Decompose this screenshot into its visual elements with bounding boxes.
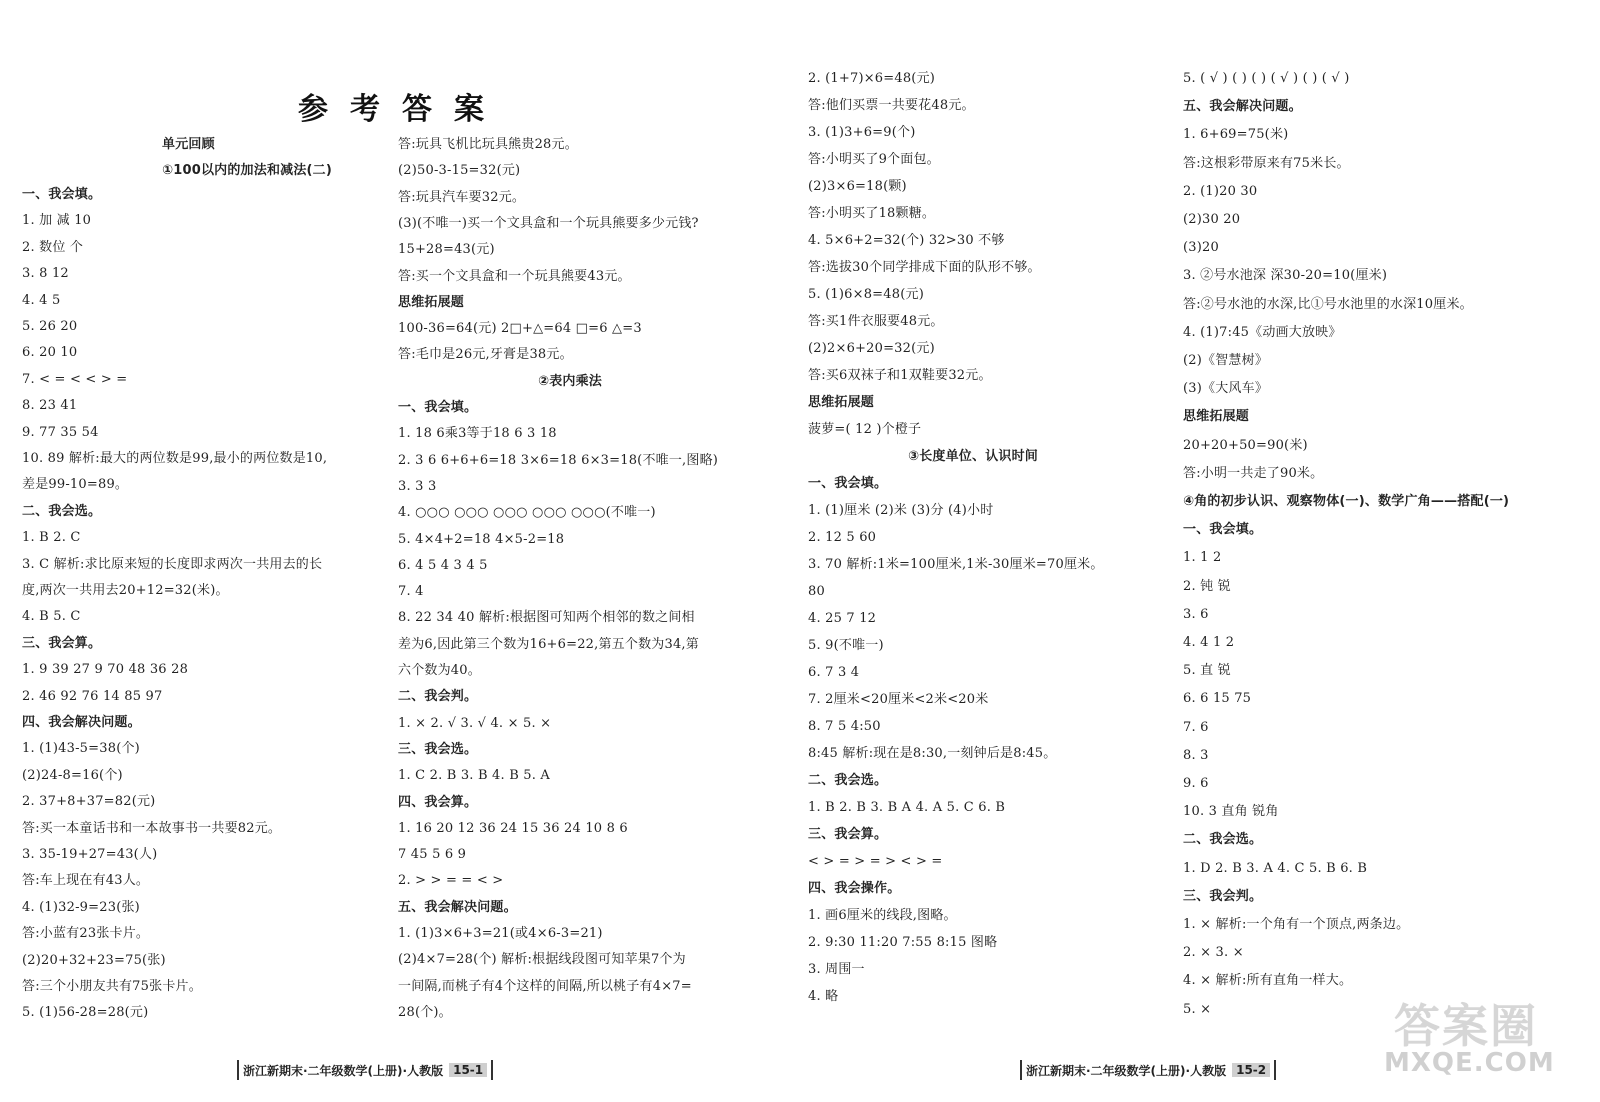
answer-line: 2. 46 92 76 14 85 97	[22, 689, 163, 704]
answer-line: 1. 1 2	[1183, 550, 1222, 565]
answer-line: 3. 35-19+27=43(人)	[22, 847, 158, 862]
answer-line: 答:小蓝有23张卡片。	[22, 926, 150, 941]
answer-line: 答:买6双袜子和1双鞋要32元。	[808, 368, 992, 383]
subsection-heading: 四、我会算。	[398, 795, 478, 810]
answer-line: 8:45 解析:现在是8:30,一刻钟后是8:45。	[808, 746, 1057, 761]
answer-line: 10. 89 解析:最大的两位数是99,最小的两位数是10,	[22, 451, 328, 466]
answer-line: 2. 12 5 60	[808, 530, 877, 545]
answer-line: 2. 3 6 6+6+6=18 3×6=18 6×3=18(不唯一,图略)	[398, 453, 719, 468]
answer-line: 1. 加 减 10	[22, 213, 92, 228]
answer-line: 4. 4 5	[22, 293, 61, 308]
answer-line: (2)3×6=18(颗)	[808, 179, 907, 194]
answer-line: (3)《大风车》	[1183, 381, 1269, 396]
answer-line: 答:选拔30个同学排成下面的队形不够。	[808, 260, 1041, 275]
answer-line: 答:小明买了18颗糖。	[808, 206, 936, 221]
answer-line: 4. 25 7 12	[808, 611, 877, 626]
answer-line: 8. 22 34 40 解析:根据图可知两个相邻的数之间相	[398, 610, 695, 625]
answer-line: 1. × 2. √ 3. √ 4. × 5. ×	[398, 716, 552, 731]
answer-line: 5. (1)56-28=28(元)	[22, 1005, 149, 1020]
answer-line: 1. × 解析:一个角有一个顶点,两条边。	[1183, 917, 1410, 932]
answer-line: 菠萝=( 12 )个橙子	[808, 422, 922, 437]
answer-line: 5. ( √ ) ( ) ( ) ( √ ) ( ) ( √ )	[1183, 71, 1350, 86]
answer-line: 6. 4 5 4 3 4 5	[398, 558, 488, 573]
answer-line: 1. 16 20 12 36 24 15 36 24 10 8 6	[398, 821, 628, 836]
answer-line: 7. 2厘米<20厘米<2米<20米	[808, 692, 989, 707]
answer-line: 3. C 解析:求比原来短的长度即求两次一共用去的长	[22, 557, 323, 572]
answer-line: (2)50-3-15=32(元)	[398, 163, 521, 178]
subsection-heading: 四、我会解决问题。	[22, 715, 141, 730]
answer-line: 4. ○○○ ○○○ ○○○ ○○○ ○○○(不唯一)	[398, 505, 656, 520]
answer-line: (2)20+32+23=75(张)	[22, 953, 166, 968]
answer-line: 10. 3 直角 锐角	[1183, 804, 1279, 819]
subsection-heading: 一、我会填。	[22, 187, 102, 202]
answer-line: 答:买一个文具盒和一个玩具熊要43元。	[398, 269, 631, 284]
answer-line: 6. 20 10	[22, 345, 78, 360]
answer-line: 5. 26 20	[22, 319, 78, 334]
answer-line: 4. 4 1 2	[1183, 635, 1235, 650]
watermark	[1380, 990, 1590, 1090]
subsection-heading: 思维拓展题	[1183, 409, 1250, 424]
subsection-heading: 一、我会填。	[1183, 522, 1263, 537]
answer-line: 8. 23 41	[22, 398, 78, 413]
section-heading: ③长度单位、认识时间	[908, 449, 1039, 464]
subsection-heading: 二、我会选。	[22, 504, 102, 519]
answer-line: 答:他们买票一共要花48元。	[808, 98, 975, 113]
answer-line: (2)24-8=16(个)	[22, 768, 123, 783]
answer-line: 1. D 2. B 3. A 4. C 5. B 6. B	[1183, 861, 1368, 876]
subsection-heading: 思维拓展题	[808, 395, 875, 410]
answer-line: 5. ×	[1183, 1002, 1212, 1017]
answer-line: 答:买一本童话书和一本故事书一共要82元。	[22, 821, 282, 836]
answer-line: 2. > > = = < >	[398, 873, 504, 888]
subsection-heading: 二、我会选。	[808, 773, 888, 788]
answer-line: 2. × 3. ×	[1183, 945, 1244, 960]
answer-line: 六个数为40。	[398, 663, 481, 678]
answer-line: 3. ②号水池深 深30-20=10(厘米)	[1183, 268, 1388, 283]
answer-line: 7. 4	[398, 584, 424, 599]
subsection-heading: 五、我会解决问题。	[1183, 99, 1302, 114]
answer-line: 4. × 解析:所有直角一样大。	[1183, 973, 1353, 988]
answer-line: 3. 6	[1183, 607, 1209, 622]
answer-line: 答:小明买了9个面包。	[808, 152, 940, 167]
answer-line: (2)《智慧树》	[1183, 353, 1269, 368]
answer-line: < > = > = > < > =	[808, 854, 943, 869]
answer-line: 5. 直 锐	[1183, 663, 1231, 678]
footer-label: 浙江新期末·二年级数学(上册)·人教版	[243, 1063, 444, 1078]
answer-line: 2. 37+8+37=82(元)	[22, 794, 156, 809]
answer-line: 15+28=43(元)	[398, 242, 495, 257]
answer-line: 2. (1+7)×6=48(元)	[808, 71, 936, 86]
answer-line: (3)(不唯一)买一个文具盒和一个玩具熊要多少元钱?	[398, 216, 699, 231]
answer-line: 3. 8 12	[22, 266, 69, 281]
answer-line: (2)2×6+20=32(元)	[808, 341, 935, 356]
answer-line: 答:车上现在有43人。	[22, 873, 150, 888]
answer-line: 1. 9 39 27 9 70 48 36 28	[22, 662, 189, 677]
page-title: 参考答案	[298, 92, 506, 127]
answer-line: 4. (1)7:45《动画大放映》	[1183, 325, 1342, 340]
answer-line: 6. 7 3 4	[808, 665, 860, 680]
footer-page-code: 15-1	[449, 1063, 487, 1077]
answer-line: 答:玩具飞机比玩具熊贵28元。	[398, 137, 578, 152]
footer-right	[1020, 1060, 1276, 1080]
answer-line: (2)30 20	[1183, 212, 1241, 227]
subsection-heading: 三、我会选。	[398, 742, 478, 757]
answer-line: 答:这根彩带原来有75米长。	[1183, 156, 1350, 171]
answer-line: 1. 画6厘米的线段,图略。	[808, 908, 957, 923]
watermark-url: MXQE.COM	[1384, 1048, 1555, 1078]
answer-line: 3. 70 解析:1米=100厘米,1米-30厘米=70厘米。	[808, 557, 1104, 572]
footer-left	[237, 1060, 493, 1080]
watermark-logo-text: 答案圈	[1394, 999, 1538, 1053]
answer-line: 80	[808, 584, 825, 599]
answer-line: 9. 77 35 54	[22, 425, 99, 440]
subsection-heading: 三、我会判。	[1183, 889, 1263, 904]
answer-line: 5. (1)6×8=48(元)	[808, 287, 924, 302]
answer-line: 3. 周围一	[808, 962, 865, 977]
subsection-heading: 二、我会选。	[1183, 832, 1263, 847]
answer-line: 4. B 5. C	[22, 609, 81, 624]
answer-line: 1. C 2. B 3. B 4. B 5. A	[398, 768, 551, 783]
answer-line: 5. 4×4+2=18 4×5-2=18	[398, 532, 565, 547]
answer-line: 答:三个小朋友共有75张卡片。	[22, 979, 202, 994]
answer-line: 答:买1件衣服要48元。	[808, 314, 944, 329]
answer-line: 1. (1)厘米 (2)米 (3)分 (4)小时	[808, 503, 994, 518]
section-heading: ①100以内的加法和减法(二)	[162, 163, 333, 178]
answer-line: 差为6,因此第三个数为16+6=22,第五个数为34,第	[398, 637, 699, 652]
answer-line: 4. 略	[808, 989, 839, 1004]
answer-line: 6. 6 15 75	[1183, 691, 1252, 706]
answer-line: 4. (1)32-9=23(张)	[22, 900, 140, 915]
answer-line: (3)20	[1183, 240, 1219, 255]
subsection-heading: 三、我会算。	[22, 636, 102, 651]
answer-line: 4. 5×6+2=32(个) 32>30 不够	[808, 233, 1005, 248]
answer-line: 5. 9(不唯一)	[808, 638, 884, 653]
answer-line: (2)4×7=28(个) 解析:根据线段图可知苹果7个为	[398, 952, 686, 967]
answer-line: 1. B 2. C	[22, 530, 81, 545]
answer-line: 答:毛巾是26元,牙膏是38元。	[398, 347, 573, 362]
answer-line: 8. 3	[1183, 748, 1209, 763]
answer-line: 1. (1)3×6+3=21(或4×6-3=21)	[398, 926, 603, 941]
answer-line: 差是99-10=89。	[22, 477, 129, 492]
answer-line: 7. 6	[1183, 720, 1209, 735]
answer-line: 度,两次一共用去20+12=32(米)。	[22, 583, 229, 598]
answer-line: 一间隔,而桃子有4个这样的间隔,所以桃子有4×7=	[398, 979, 692, 994]
footer-label: 浙江新期末·二年级数学(上册)·人教版	[1026, 1063, 1227, 1078]
subsection-heading: 一、我会填。	[808, 476, 888, 491]
subsection-heading: 三、我会算。	[808, 827, 888, 842]
answer-line: 答:小明一共走了90米。	[1183, 466, 1324, 481]
section-heading: ②表内乘法	[538, 374, 603, 389]
answer-line: 2. 数位 个	[22, 240, 84, 255]
answer-line: 2. (1)20 30	[1183, 184, 1258, 199]
subsection-heading: 五、我会解决问题。	[398, 900, 517, 915]
subsection-heading: 二、我会判。	[398, 689, 478, 704]
answer-line: 答:玩具汽车要32元。	[398, 190, 526, 205]
answer-line: 3. (1)3+6=9(个)	[808, 125, 916, 140]
answer-line: 答:②号水池的水深,比①号水池里的水深10厘米。	[1183, 297, 1473, 312]
subsection-heading: 一、我会填。	[398, 400, 478, 415]
answer-line: 7. < = < < > =	[22, 372, 128, 387]
answer-line: 9. 6	[1183, 776, 1209, 791]
answer-line: 1. 6+69=75(米)	[1183, 127, 1289, 142]
section-heading: ④角的初步认识、观察物体(一)、数学广角——搭配(一)	[1183, 494, 1510, 509]
answer-line: 1. 18 6乘3等于18 6 3 18	[398, 426, 557, 441]
answer-line: 1. B 2. B 3. B A 4. A 5. C 6. B	[808, 800, 1006, 815]
answer-line: 2. 9:30 11:20 7:55 8:15 图略	[808, 935, 998, 950]
answer-line: 28(个)。	[398, 1005, 452, 1020]
answer-line: 3. 3 3	[398, 479, 437, 494]
section-heading: 单元回顾	[162, 137, 215, 152]
subsection-heading: 四、我会操作。	[808, 881, 901, 896]
footer-page-code: 15-2	[1232, 1063, 1270, 1077]
answer-line: 8. 7 5 4:50	[808, 719, 881, 734]
answer-line: 2. 钝 锐	[1183, 579, 1231, 594]
answer-line: 20+20+50=90(米)	[1183, 438, 1308, 453]
answer-line: 1. (1)43-5=38(个)	[22, 741, 140, 756]
subsection-heading: 思维拓展题	[398, 295, 465, 310]
answer-line: 100-36=64(元) 2□+△=64 □=6 △=3	[398, 321, 642, 336]
answer-line: 7 45 5 6 9	[398, 847, 467, 862]
